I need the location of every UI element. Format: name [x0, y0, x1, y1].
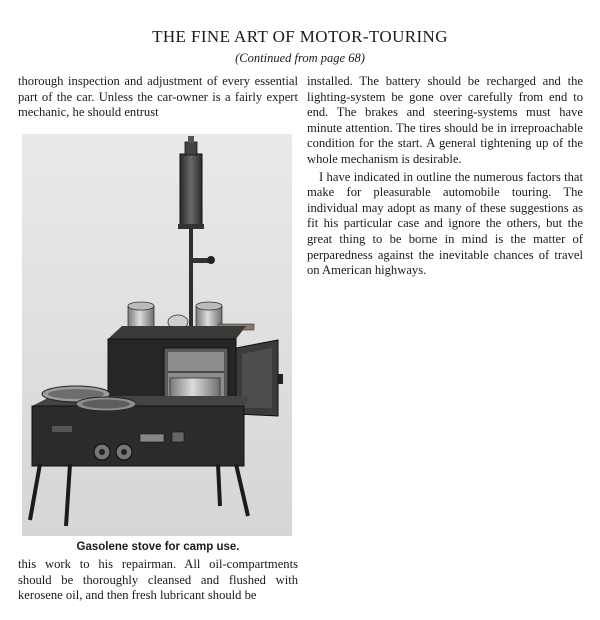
fuel-tank	[180, 154, 202, 226]
stove-leg	[218, 464, 220, 506]
right-paragraph-1: installed. The battery should be recharged and the lighting-system be gone over carefully from end to end. The brakes and steering-systems must have minute attention. The tires should be in irreproachable condition for the start. A general tightening up of the whole mechanism is desirable.	[307, 74, 583, 166]
figure-caption: Gasolene stove for camp use.	[76, 541, 240, 553]
gasolene-stove-illustration	[22, 134, 292, 536]
page-title: THE FINE ART OF MOTOR-TOURING	[152, 27, 448, 46]
stove-photo	[22, 134, 292, 536]
right-column	[307, 74, 583, 279]
left-column-text-top: thorough inspection and adjustment of every essential part of the car. Unless the car-owner is a fairly expert mechanic, he should entrust	[18, 74, 298, 120]
left-column-text-bottom: this work to his repairman. All oil-compartments should be thoroughly cleansed and flushed with kerosene oil, and then fresh lubricant should be	[18, 557, 298, 603]
burner-box	[32, 406, 244, 466]
right-paragraph-2: I have indicated in outline the numerous factors that make for pleasurable automobile touring. The individual may adopt as many of these suggestions as fit his particular case and ignore the others, but the great thing to be borne in mind is the matter of perparedness against the inevitable chances of travel on American highways.	[307, 169, 583, 278]
continued-note: (Continued from page 68)	[235, 51, 365, 65]
